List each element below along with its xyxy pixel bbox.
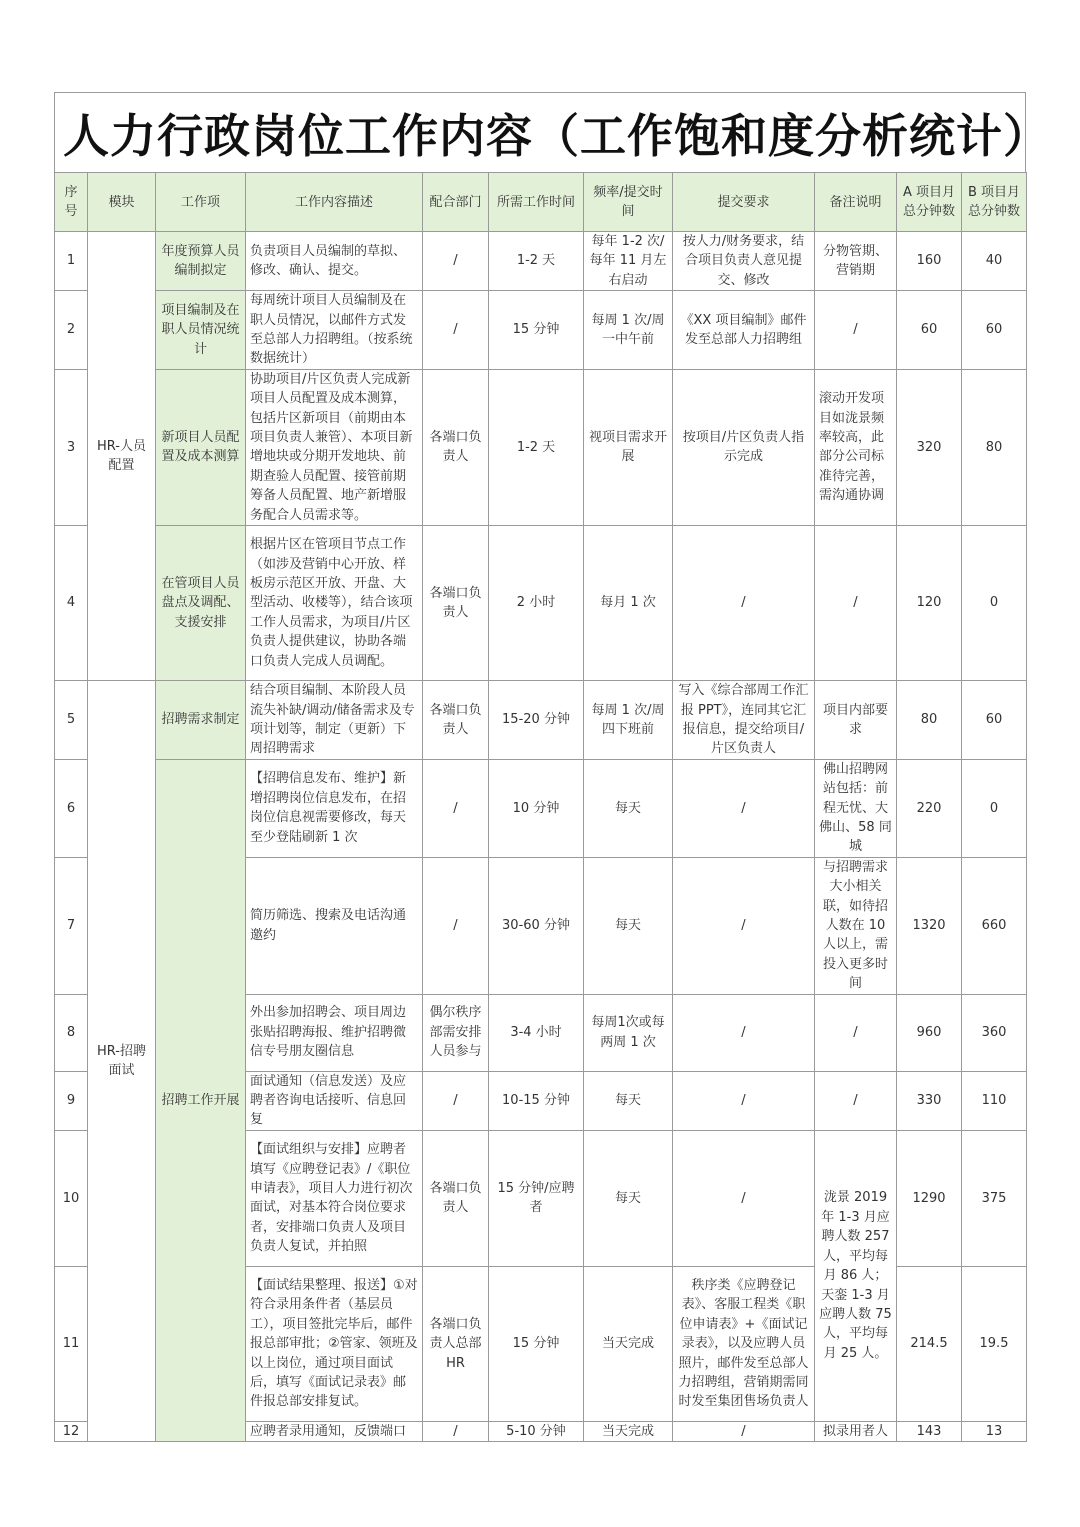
- submit-requirement: /: [673, 1071, 815, 1130]
- time-required: 15 分钟: [489, 1266, 584, 1421]
- remark: /: [815, 526, 897, 681]
- module-cell: HR-招聘面试: [88, 681, 156, 1442]
- cooperating-dept: 各端口负责人: [423, 526, 489, 681]
- remark: /: [815, 994, 897, 1071]
- a-minutes: 330: [897, 1071, 962, 1130]
- time-required: 15 分钟: [489, 291, 584, 370]
- row-number: 12: [55, 1421, 88, 1441]
- row-number: 8: [55, 994, 88, 1071]
- title-bar: [54, 92, 1050, 172]
- work-description: 【面试结果整理、报送】①对符合录用条件者（基层员工），项目签批完毕后，邮件报总部审批；②管家、领班及以上岗位，通过项目面试后，填写《面试记录表》邮件报总部安排复试。: [246, 1266, 423, 1421]
- cooperating-dept: 偶尔秩序部需安排人员参与: [423, 994, 489, 1071]
- page-title: 人力行政岗位工作内容（工作饱和度分析统计）: [63, 108, 1050, 163]
- a-minutes: 1290: [897, 1130, 962, 1266]
- cooperating-dept: /: [423, 291, 489, 370]
- a-minutes: 220: [897, 759, 962, 857]
- work-description: 每周统计项目人员编制及在职人员情况，以邮件方式发至总部人力招聘组。（按系统数据统计）: [246, 291, 423, 370]
- b-minutes: 40: [962, 232, 1027, 291]
- work-table: [54, 172, 1027, 1442]
- header-cell: 频率/提交时间: [584, 173, 673, 232]
- frequency: 每周1次或每两周 1 次: [584, 994, 673, 1071]
- submit-requirement: /: [673, 526, 815, 681]
- remark: 泷景 2019 年 1-3 月应聘人数 257 人，平均每月 86 人；天銮 1-3 月应聘人数 75 人，平均每月 25 人。: [815, 1130, 897, 1421]
- header-cell: 提交要求: [673, 173, 815, 232]
- submit-requirement: 秩序类《应聘登记表》、客服工程类《职位申请表》+《面试记录表》，以及应聘人员照片，邮件发至总部人力招聘组，营销期需同时发至集团售场负责人: [673, 1266, 815, 1421]
- header-cell: A 项目月总分钟数: [897, 173, 962, 232]
- row-number: 11: [55, 1266, 88, 1421]
- frequency: 每周 1 次/周一中午前: [584, 291, 673, 370]
- work-description: 外出参加招聘会、项目周边张贴招聘海报、维护招聘微信专号朋友圈信息: [246, 994, 423, 1071]
- work-description: 应聘者录用通知，反馈端口: [246, 1421, 423, 1441]
- time-required: 10-15 分钟: [489, 1071, 584, 1130]
- frequency: 每年 1-2 次/每年 11 月左右启动: [584, 232, 673, 291]
- cooperating-dept: /: [423, 1421, 489, 1441]
- remark: 项目内部要求: [815, 681, 897, 760]
- cooperating-dept: 各端口负责人: [423, 1130, 489, 1266]
- frequency: 每天: [584, 857, 673, 994]
- b-minutes: 0: [962, 759, 1027, 857]
- frequency: 当天完成: [584, 1266, 673, 1421]
- submit-requirement: /: [673, 1421, 815, 1441]
- time-required: 15 分钟/应聘者: [489, 1130, 584, 1266]
- work-description: 面试通知（信息发送）及应聘者咨询电话接听、信息回复: [246, 1071, 423, 1130]
- b-minutes: 660: [962, 857, 1027, 994]
- header-cell: 所需工作时间: [489, 173, 584, 232]
- b-minutes: 60: [962, 291, 1027, 370]
- remark: 分物管期、营销期: [815, 232, 897, 291]
- row-number: 5: [55, 681, 88, 760]
- time-required: 2 小时: [489, 526, 584, 681]
- frequency: 每天: [584, 759, 673, 857]
- submit-requirement: 按项目/片区负责人指示完成: [673, 369, 815, 525]
- work-item: 年度预算人员编制拟定: [156, 232, 246, 291]
- b-minutes: 13: [962, 1421, 1027, 1441]
- a-minutes: 160: [897, 232, 962, 291]
- time-required: 1-2 天: [489, 232, 584, 291]
- remark: /: [815, 1071, 897, 1130]
- row-number: 9: [55, 1071, 88, 1130]
- table-row: [55, 291, 1027, 370]
- submit-requirement: 写入《综合部周工作汇报 PPT》，连同其它汇报信息，提交给项目/片区负责人: [673, 681, 815, 760]
- header-cell: 备注说明: [815, 173, 897, 232]
- work-description: 结合项目编制、本阶段人员流失补缺/调动/储备需求及专项计划等，制定（更新）下周招聘需求: [246, 681, 423, 760]
- header-cell: 工作内容描述: [246, 173, 423, 232]
- submit-requirement: /: [673, 857, 815, 994]
- cooperating-dept: 各端口负责人: [423, 681, 489, 760]
- header-cell: B 项目月总分钟数: [962, 173, 1027, 232]
- work-description: 负责项目人员编制的草拟、修改、确认、提交。: [246, 232, 423, 291]
- frequency: 视项目需求开展: [584, 369, 673, 525]
- work-description: 简历筛选、搜索及电话沟通邀约: [246, 857, 423, 994]
- a-minutes: 143: [897, 1421, 962, 1441]
- table-row: [55, 681, 1027, 760]
- header-cell: 工作项: [156, 173, 246, 232]
- work-description: 【招聘信息发布、维护】新增招聘岗位信息发布，在招岗位信息视需要修改，每天至少登陆刷新 1 次: [246, 759, 423, 857]
- remark: 与招聘需求大小相关联，如待招人数在 10 人以上，需投入更多时间: [815, 857, 897, 994]
- submit-requirement: /: [673, 994, 815, 1071]
- cooperating-dept: /: [423, 232, 489, 291]
- work-item: 新项目人员配置及成本测算: [156, 369, 246, 525]
- header-cell: 配合部门: [423, 173, 489, 232]
- cooperating-dept: /: [423, 1071, 489, 1130]
- time-required: 10 分钟: [489, 759, 584, 857]
- table-row: [55, 526, 1027, 681]
- b-minutes: 375: [962, 1130, 1027, 1266]
- table-row: [55, 369, 1027, 525]
- time-required: 5-10 分钟: [489, 1421, 584, 1441]
- work-description: 【面试组织与安排】应聘者填写《应聘登记表》/《职位申请表》，项目人力进行初次面试，对基本符合岗位要求者，安排端口负责人及项目负责人复试，并拍照: [246, 1130, 423, 1266]
- work-item: 招聘工作开展: [156, 759, 246, 1442]
- submit-requirement: 《XX 项目编制》邮件发至总部人力招聘组: [673, 291, 815, 370]
- a-minutes: 320: [897, 369, 962, 525]
- b-minutes: 19.5: [962, 1266, 1027, 1421]
- b-minutes: 60: [962, 681, 1027, 760]
- cooperating-dept: /: [423, 857, 489, 994]
- submit-requirement: 按人力/财务要求，结合项目负责人意见提交、修改: [673, 232, 815, 291]
- cooperating-dept: /: [423, 759, 489, 857]
- header-row: [55, 173, 1027, 232]
- row-number: 4: [55, 526, 88, 681]
- document: [54, 92, 1050, 1442]
- time-required: 15-20 分钟: [489, 681, 584, 760]
- cooperating-dept: 各端口负责人总部 HR: [423, 1266, 489, 1421]
- time-required: 3-4 小时: [489, 994, 584, 1071]
- row-number: 1: [55, 232, 88, 291]
- b-minutes: 110: [962, 1071, 1027, 1130]
- a-minutes: 80: [897, 681, 962, 760]
- submit-requirement: /: [673, 1130, 815, 1266]
- b-minutes: 80: [962, 369, 1027, 525]
- header-cell: 模块: [88, 173, 156, 232]
- row-number: 2: [55, 291, 88, 370]
- a-minutes: 120: [897, 526, 962, 681]
- a-minutes: 1320: [897, 857, 962, 994]
- work-item: 项目编制及在职人员情况统计: [156, 291, 246, 370]
- time-required: 1-2 天: [489, 369, 584, 525]
- time-required: 30-60 分钟: [489, 857, 584, 994]
- frequency: 每月 1 次: [584, 526, 673, 681]
- work-item: 在管项目人员盘点及调配、支援安排: [156, 526, 246, 681]
- row-number: 7: [55, 857, 88, 994]
- header-cell: 序号: [55, 173, 88, 232]
- b-minutes: 0: [962, 526, 1027, 681]
- a-minutes: 60: [897, 291, 962, 370]
- b-minutes: 360: [962, 994, 1027, 1071]
- frequency: 当天完成: [584, 1421, 673, 1441]
- row-number: 6: [55, 759, 88, 857]
- cooperating-dept: 各端口负责人: [423, 369, 489, 525]
- frequency: 每天: [584, 1130, 673, 1266]
- a-minutes: 214.5: [897, 1266, 962, 1421]
- submit-requirement: /: [673, 759, 815, 857]
- row-number: 10: [55, 1130, 88, 1266]
- remark: 滚动开发项目如泷景频率较高，此部分公司标准待完善，需沟通协调: [815, 369, 897, 525]
- a-minutes: 960: [897, 994, 962, 1071]
- work-description: 根据片区在管项目节点工作（如涉及营销中心开放、样板房示范区开放、开盘、大型活动、收楼等），结合该项工作人员需求，为项目/片区负责人提供建议，协助各端口负责人完成人员调配。: [246, 526, 423, 681]
- row-number: 3: [55, 369, 88, 525]
- frequency: 每天: [584, 1071, 673, 1130]
- remark: /: [815, 291, 897, 370]
- work-item: 招聘需求制定: [156, 681, 246, 760]
- frequency: 每周 1 次/周四下班前: [584, 681, 673, 760]
- remark: 拟录用者人: [815, 1421, 897, 1441]
- remark: 佛山招聘网站包括：前程无忧、大佛山、58 同城: [815, 759, 897, 857]
- work-description: 协助项目/片区负责人完成新项目人员配置及成本测算，包括片区新项目（前期由本项目负责人兼管）、本项目新增地块或分期开发地块、前期查验人员配置、接管前期筹备人员配置、地产新增服务配合人员需求等。: [246, 369, 423, 525]
- module-cell: HR-人员配置: [88, 232, 156, 681]
- table-row: [55, 759, 1027, 857]
- table-row: [55, 232, 1027, 291]
